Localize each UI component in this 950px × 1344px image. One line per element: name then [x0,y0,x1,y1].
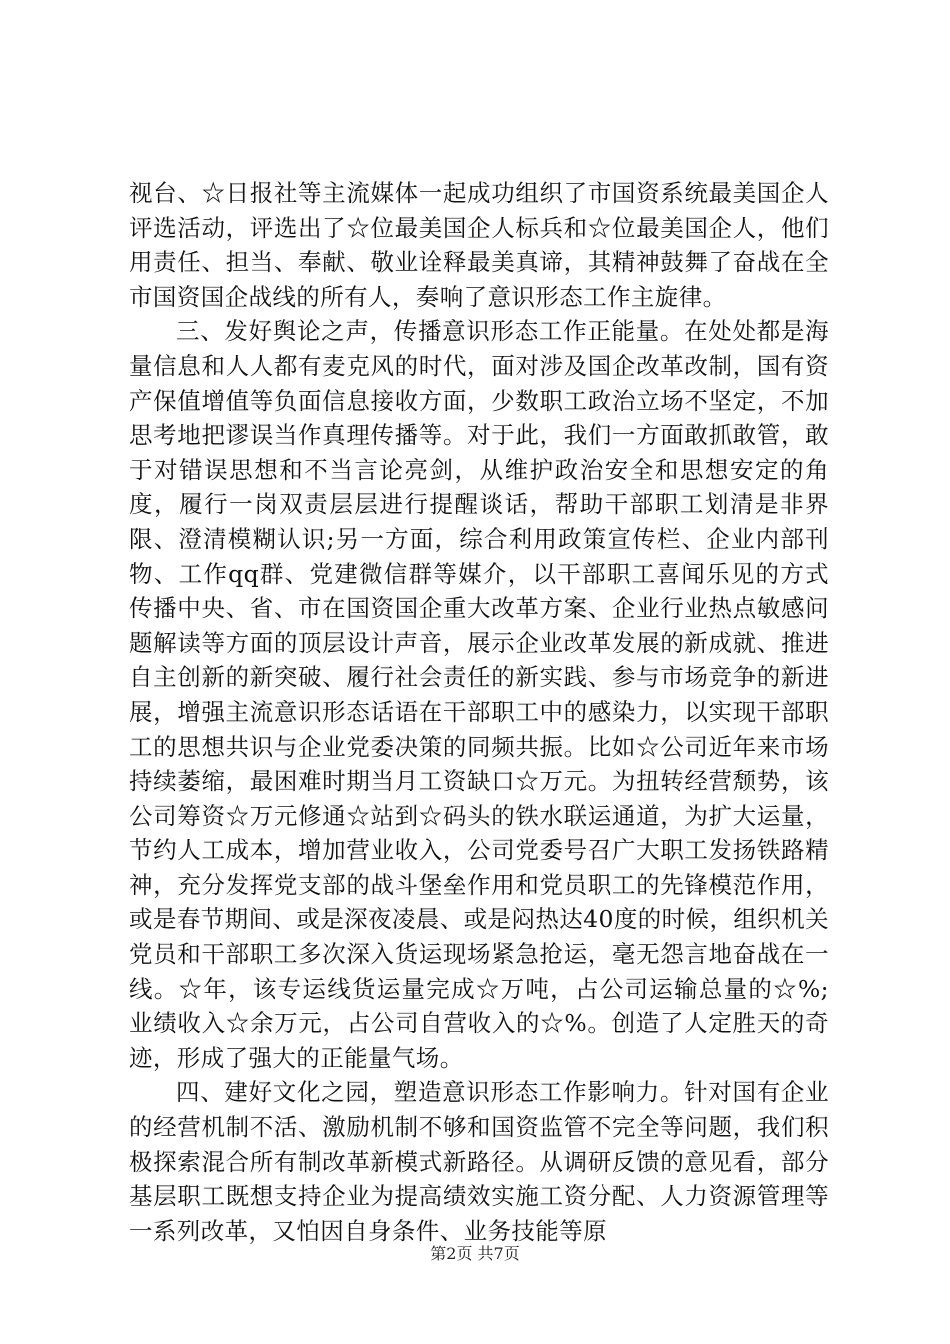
body-text [129,176,829,1248]
paragraph-section-three: 三、发好舆论之声，传播意识形态工作正能量。在处处都是海量信息和人人都有麦克风的时代，面对涉及国企改革改制，国有资产保值增值等负面信息接收方面，少数职工政治立场不坚定，不加思考地把谬误当作真理传播等。对于此，我们一方面敢抓敢管，敢于对错误思想和不当言论亮剑，从维护政治安全和思想安定的角度，履行一岗双责层层进行提醒谈话，帮助干部职工划清是非界限、澄清模糊认识;另一方面，综合利用政策宣传栏、企业内部刊物、工作qq群、党建微信群等媒介，以干部职工喜闻乐见的方式传播中央、省、市在国资国企重大改革方案、企业行业热点敏感问题解读等方面的顶层设计声音，展示企业改革发展的新成就、推进自主创新的新突破、履行社会责任的新实践、参与市场竞争的新进展，增强主流意识形态话语在干部职工中的感染力，以实现干部职工的思想共识与企业党委决策的同频共振。比如☆公司近年来市场持续萎缩，最困难时期当月工资缺口☆万元。为扭转经营颓势，该公司筹资☆万元修通☆站到☆码头的铁水联运通道，为扩大运量，节约人工成本，增加营业收入，公司党委号召广大职工发扬铁路精神，充分发挥党支部的战斗堡垒作用和党员职工的先锋模范作用，或是春节期间、或是深夜凌晨、或是闷热达40度的时候，组织机关党员和干部职工多次深入货运现场紧急抢运，毫无怨言地奋战在一线。☆年，该专运线货运量完成☆万吨，占公司运输总量的☆%;业绩收入☆余万元，占公司自营收入的☆%。创造了人定胜天的奇迹，形成了强大的正能量气场。 [129,317,829,1072]
page-number-footer: 第2页 共7页 [430,1244,520,1263]
paragraph-continuation: 视台、☆日报社等主流媒体一起成功组织了市国资系统最美国企人评选活动，评选出了☆位最美国企人标兵和☆位最美国企人，他们用责任、担当、奉献、敬业诠释最美真谛，其精神鼓舞了奋战在全市国资国企战线的所有人，奏响了意识形态工作主旋律。 [129,179,829,311]
paragraph-section-four: 四、建好文化之园，塑造意识形态工作影响力。针对国有企业的经营机制不活、激励机制不够和国资监管不完全等问题，我们积极探索混合所有制改革新模式新路径。从调研反馈的意见看，部分基层职工既想支持企业为提高绩效实施工资分配、人力资源管理等一系列改革，又怕因自身条件、业务技能等原 [129,1078,829,1245]
